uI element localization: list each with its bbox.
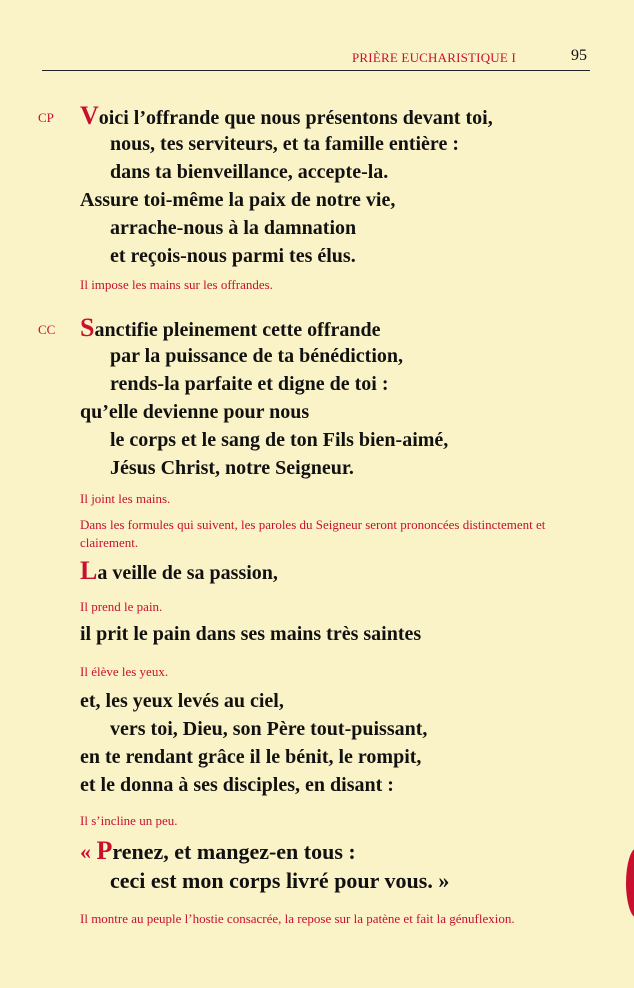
prayer-line: vers toi, Dieu, son Père tout-puissant, <box>110 718 428 740</box>
prayer-line: Jésus Christ, notre Seigneur. <box>110 457 354 479</box>
consecration-line <box>80 836 356 866</box>
prayer-line: Assure toi-même la paix de notre vie, <box>80 189 396 211</box>
prayer-line <box>80 556 278 586</box>
prayer-line: nous, tes serviteurs, et ta famille entière : <box>110 133 459 155</box>
page-number: 95 <box>571 47 587 64</box>
consecration-line: ceci est mon corps livré pour vous. » <box>110 868 450 893</box>
prayer-line <box>80 313 380 343</box>
running-header-title: PRIÈRE EUCHARISTIQUE I <box>352 50 517 65</box>
prayer-line: et reçois-nous parmi tes élus. <box>110 245 356 267</box>
rubric: Il prend le pain. <box>80 599 163 614</box>
rubric: Il élève les yeux. <box>80 664 169 679</box>
ribbon-bookmark <box>626 848 634 918</box>
prayer-line: il prit le pain dans ses mains très saintes <box>80 623 422 645</box>
prayer-line-text: oici l’offrande que nous présentons devant toi, <box>98 107 493 129</box>
rubric: Il impose les mains sur les offrandes. <box>80 277 273 292</box>
rubric: Il s’incline un peu. <box>80 813 178 828</box>
drop-cap: S <box>80 313 95 342</box>
celebrant-marker-cc: CC <box>38 322 56 337</box>
drop-cap: L <box>80 556 98 585</box>
rubric: Dans les formules qui suivent, les paroles du Seigneur seront prononcées distinctement et clairement. <box>80 517 546 550</box>
drop-cap: V <box>80 101 99 130</box>
prayer-line: et le donna à ses disciples, en disant : <box>80 774 394 796</box>
celebrant-marker-cp: CP <box>38 110 54 125</box>
prayer-line-text: a veille de sa passion, <box>97 562 278 584</box>
prayer-line: en te rendant grâce il le bénit, le rompit, <box>80 746 422 768</box>
prayer-line: dans ta bienveillance, accepte-la. <box>110 161 389 183</box>
prayer-line: le corps et le sang de ton Fils bien-aimé, <box>110 429 449 451</box>
rubric: Il montre au peuple l’hostie consacrée, la repose sur la patène et fait la génuflexion. <box>80 911 515 926</box>
prayer-line: qu’elle devienne pour nous <box>80 401 310 423</box>
header-rule <box>42 70 590 71</box>
consecration-line-text: renez, et mangez-en tous : <box>112 839 356 864</box>
prayer-line: rends-la parfaite et digne de toi : <box>110 373 389 395</box>
prayer-line: arrache-nous à la damnation <box>110 217 357 239</box>
drop-cap: P <box>96 836 113 865</box>
open-quote: « <box>80 839 91 864</box>
prayer-line <box>80 101 493 131</box>
rubric: Il joint les mains. <box>80 491 171 506</box>
prayer-line: par la puissance de ta bénédiction, <box>110 345 403 367</box>
prayer-line-text: anctifie pleinement cette offrande <box>94 319 381 341</box>
prayer-line: et, les yeux levés au ciel, <box>80 690 284 712</box>
